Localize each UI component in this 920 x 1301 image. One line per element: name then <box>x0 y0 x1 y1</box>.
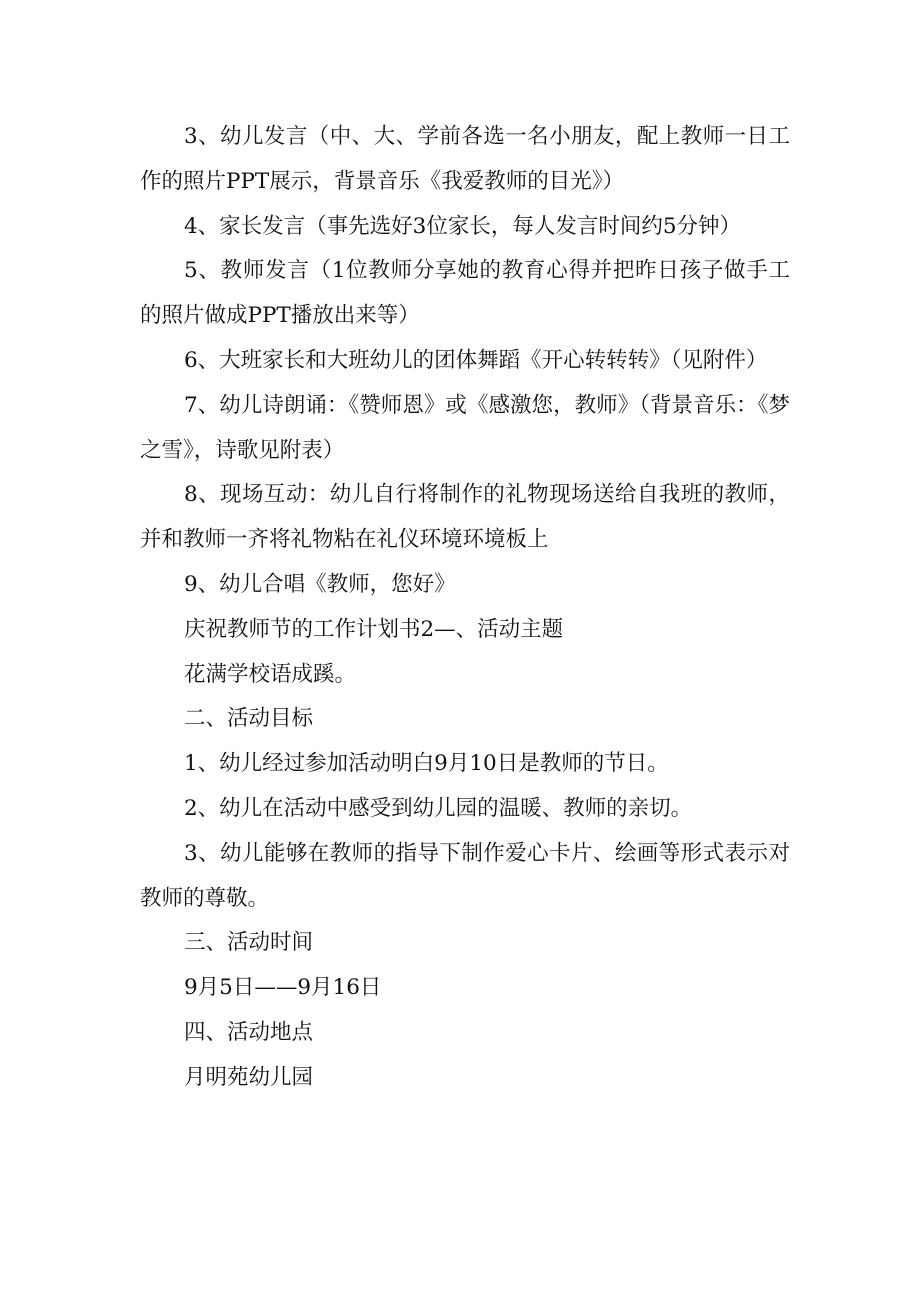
document-body <box>140 115 790 1101</box>
section-heading-location: 四、活动地点 <box>184 1019 314 1045</box>
plan-heading-theme: 庆祝教师节的工作计划书2—、活动主题 <box>184 616 564 642</box>
goal-item-2: 2、幼儿在活动中感受到幼儿园的温暖、教师的亲切。 <box>184 795 693 821</box>
paragraph-item-9: 9、幼儿合唱《教师，您好》 <box>184 571 456 597</box>
section-heading-goals: 二、活动目标 <box>184 706 314 732</box>
theme-text: 花满学校语成蹊。 <box>184 661 357 687</box>
goal-item-3: 3、幼儿能够在教师的指导下制作爱心卡片、绘画等形式表示对教师的尊敬。 <box>140 840 790 911</box>
paragraph-item-3: 3、幼儿发言（中、大、学前各选一名小朋友，配上教师一日工作的照片PPT展示，背景音乐《我爱教师的目光》） <box>140 124 790 194</box>
paragraph-item-4: 4、家长发言（事先选好3位家长，每人发言时间约5分钟） <box>184 213 742 239</box>
goal-item-1: 1、幼儿经过参加活动明白9月10日是教师的节日。 <box>184 751 669 777</box>
paragraph-item-8: 8、现场互动：幼儿自行将制作的礼物现场送给自我班的教师，并和教师一齐将礼物粘在礼仪环境环境板上 <box>140 482 790 553</box>
paragraph-item-7: 7、幼儿诗朗诵：《赞师恩》或《感激您，教师》（背景音乐：《梦之雪》，诗歌见附表） <box>140 392 790 463</box>
activity-location-text: 月明苑幼儿园 <box>184 1064 314 1090</box>
paragraph-item-6: 6、大班家长和大班幼儿的团体舞蹈《开心转转转》（见附件） <box>184 347 768 373</box>
activity-time-text: 9月5日——9月16日 <box>184 975 382 1001</box>
section-heading-time: 三、活动时间 <box>184 930 314 956</box>
paragraph-item-5: 5、教师发言（1位教师分享她的教育心得并把昨日孩子做手工的照片做成PPT播放出来等） <box>140 258 790 329</box>
